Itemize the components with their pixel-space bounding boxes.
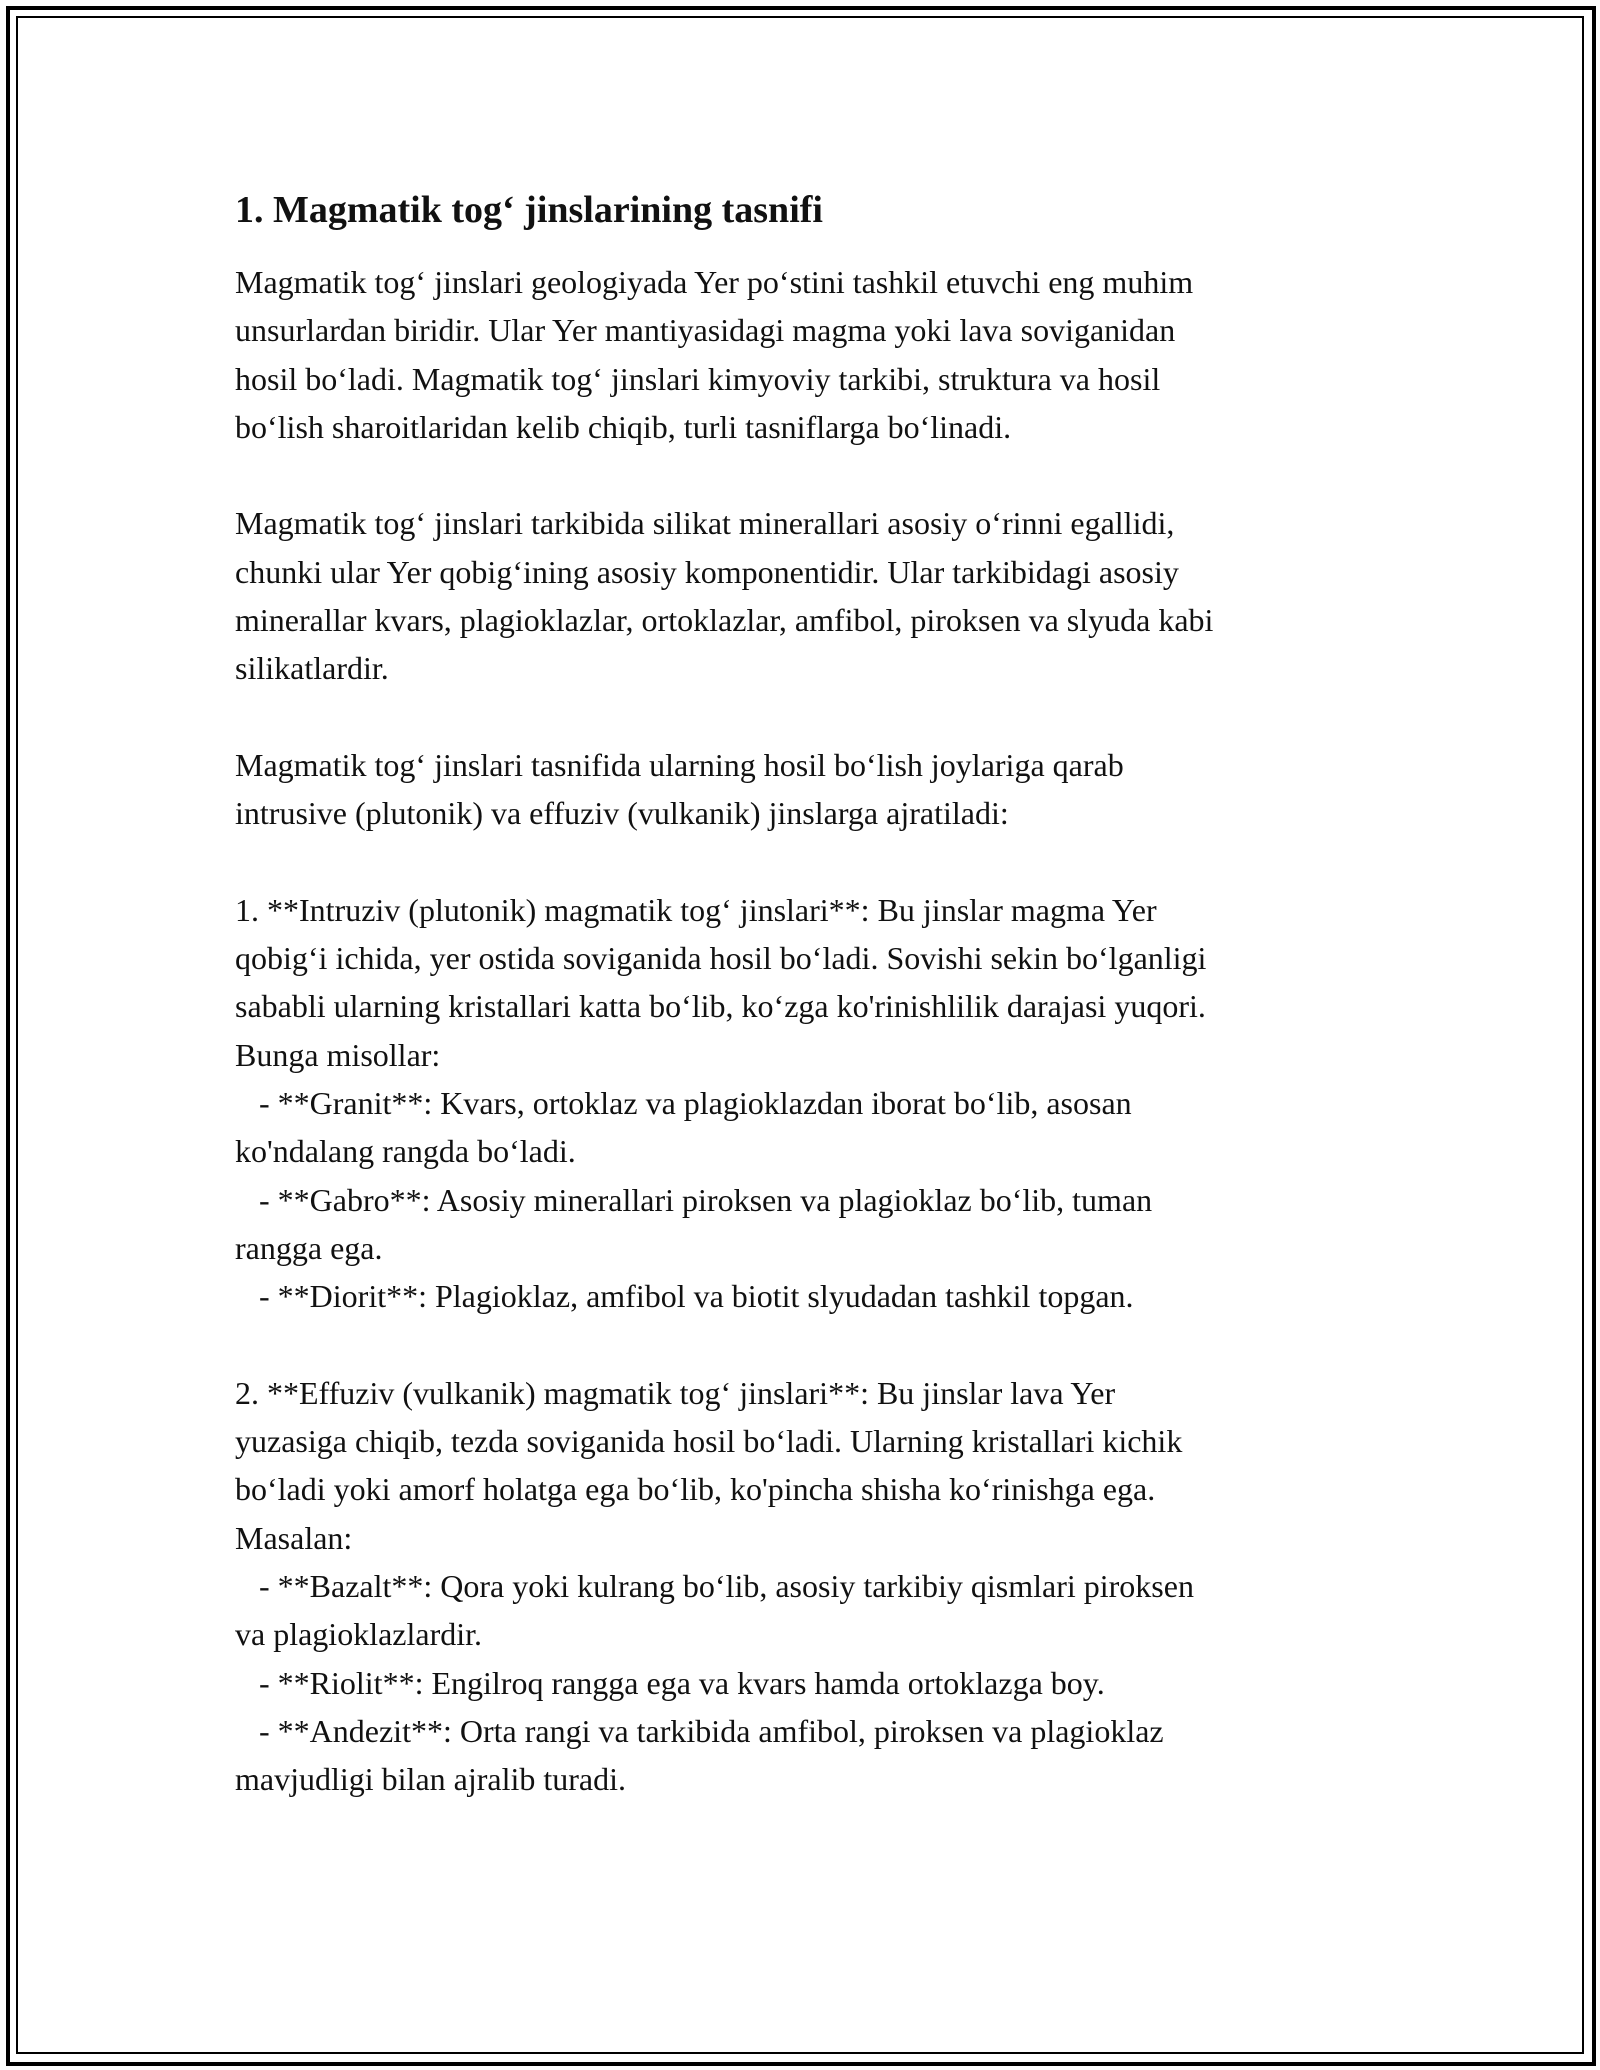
document-body bbox=[235, 186, 1385, 1804]
list-item-granit: - **Granit**: Kvars, ortoklaz va plagioklazdan iborat bo‘lib, asosan bbox=[235, 1085, 1132, 1122]
paragraph-gap bbox=[235, 693, 1385, 741]
text-line: bo‘lish sharoitlaridan kelib chiqib, turli tasniflarga bo‘linadi. bbox=[235, 408, 1012, 445]
text-line: Masalan: bbox=[235, 1519, 353, 1556]
text-line: Bunga misollar: bbox=[235, 1036, 441, 1073]
list-item-diorit: - **Diorit**: Plagioklaz, amfibol va biotit slyudadan tashkil topgan. bbox=[235, 1278, 1134, 1315]
paragraph-gap bbox=[235, 1321, 1385, 1369]
text-line: silikatlardir. bbox=[235, 650, 389, 687]
text-line: qobig‘i ichida, yer ostida soviganida hosil bo‘ladi. Sovishi sekin bo‘lganligi bbox=[235, 940, 1207, 977]
text-line: Magmatik tog‘ jinslari tasnifida ularning hosil bo‘lish joylariga qarab bbox=[235, 746, 1124, 783]
text-line: Magmatik tog‘ jinslari geologiyada Yer po‘stini tashkil etuvchi eng muhim bbox=[235, 264, 1194, 300]
text-line: minerallar kvars, plagioklazlar, ortoklazlar, amfibol, piroksen va slyuda kabi bbox=[235, 602, 1214, 639]
text-line: Magmatik tog‘ jinslari tarkibida silikat minerallari asosiy o‘rinni egallidi, bbox=[235, 505, 1175, 542]
paragraph-effusive bbox=[235, 1369, 1385, 1804]
text-line: ko'ndalang rangda bo‘ladi. bbox=[235, 1133, 576, 1170]
text-line: hosil bo‘ladi. Magmatik tog‘ jinslari kimyoviy tarkibi, struktura va hosil bbox=[235, 360, 1161, 397]
paragraph-2 bbox=[235, 499, 1385, 692]
text-line: 1. **Intruziv (plutonik) magmatik tog‘ jinslari**: Bu jinslar magma Yer bbox=[235, 891, 1157, 928]
text-line: 2. **Effuziv (vulkanik) magmatik tog‘ jinslari**: Bu jinslar lava Yer bbox=[235, 1374, 1116, 1411]
text-line: mavjudligi bilan ajralib turadi. bbox=[235, 1761, 627, 1798]
text-line: intrusive (plutonik) va effuziv (vulkanik) jinslarga ajratiladi: bbox=[235, 795, 1009, 832]
text-line: sababli ularning kristallari katta bo‘lib, ko‘zga ko'rinishlilik darajasi yuqori. bbox=[235, 988, 1206, 1025]
document-title: 1. Magmatik tog‘ jinslarining tasnifi bbox=[235, 189, 823, 231]
text-line: va plagioklazlardir. bbox=[235, 1616, 483, 1653]
list-item-bazalt: - **Bazalt**: Qora yoki kulrang bo‘lib, asosiy tarkibiy qismlari piroksen bbox=[235, 1568, 1194, 1605]
text-line: unsurlardan biridir. Ular Yer mantiyasidagi magma yoki lava soviganidan bbox=[235, 312, 1176, 349]
text-line: bo‘ladi yoki amorf holatga ega bo‘lib, ko'pincha shisha ko‘rinishga ega. bbox=[235, 1471, 1156, 1508]
list-item-riolit: - **Riolit**: Engilroq rangga ega va kvars hamda ortoklazga boy. bbox=[235, 1664, 1105, 1701]
list-item-gabro: - **Gabro**: Asosiy minerallari piroksen va plagioklaz bo‘lib, tuman bbox=[235, 1181, 1153, 1218]
paragraph-gap bbox=[235, 838, 1385, 886]
paragraph-gap bbox=[235, 451, 1385, 499]
text-line: chunki ular Yer qobig‘ining asosiy komponentidir. Ular tarkibidagi asosiy bbox=[235, 553, 1179, 590]
list-item-andezit: - **Andezit**: Orta rangi va tarkibida amfibol, piroksen va plagioklaz bbox=[235, 1712, 1164, 1749]
text-line: yuzasiga chiqib, tezda soviganida hosil bo‘ladi. Ularning kristallari kichik bbox=[235, 1423, 1183, 1460]
paragraph-1 bbox=[235, 258, 1385, 451]
paragraph-intrusive bbox=[235, 886, 1385, 1321]
paragraph-3 bbox=[235, 741, 1385, 838]
text-line: rangga ega. bbox=[235, 1229, 383, 1266]
